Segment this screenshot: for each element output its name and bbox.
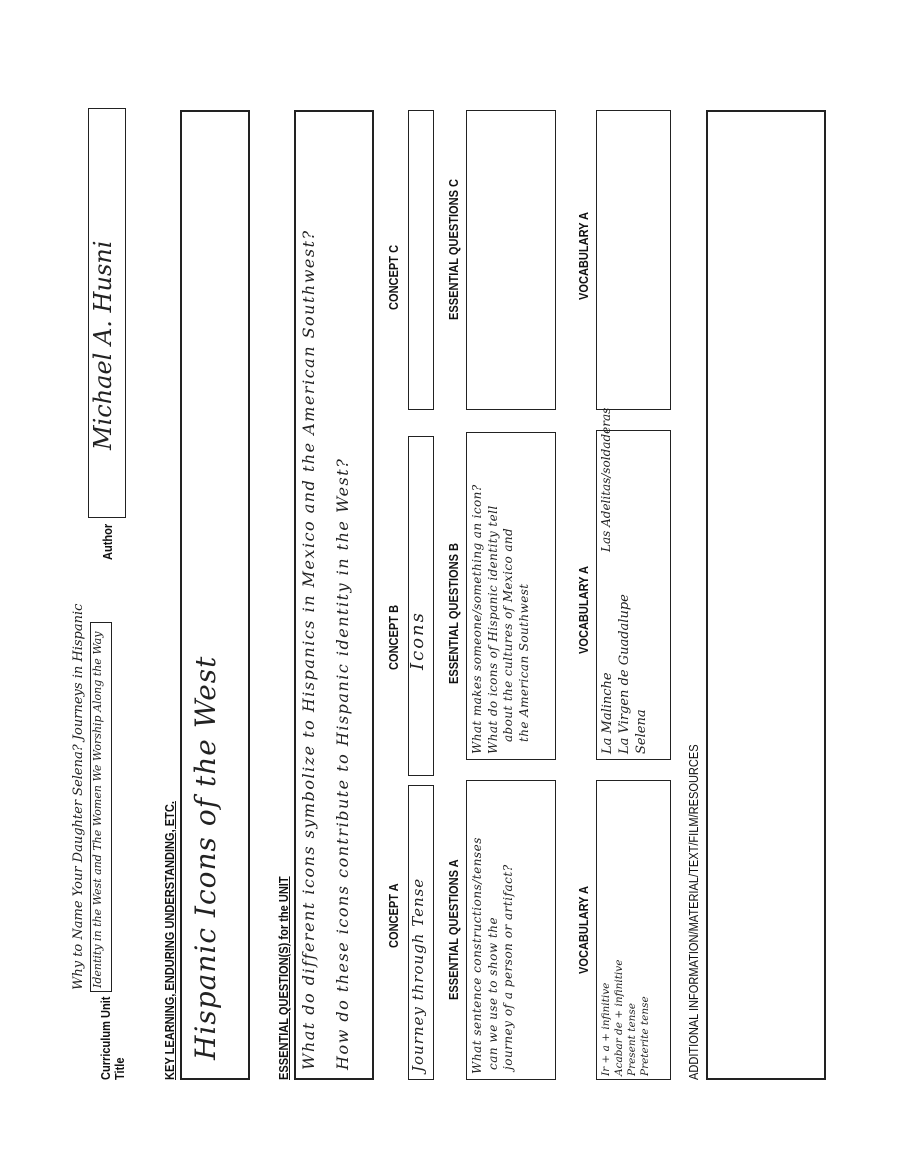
eq-a-line: can we use to show the <box>485 916 500 1070</box>
vocab-a-text <box>600 960 653 1076</box>
vocab-b-extra: Las Adelitas/soldaderas <box>599 407 613 552</box>
concept-b-box <box>408 436 434 776</box>
vocab-a-line: Acabar de + infinitive <box>613 959 626 1076</box>
vocab-b-line: Selena <box>633 709 649 754</box>
eq-a-line: What sentence constructions/tenses <box>470 837 484 1074</box>
vocab-a-line: Present tense <box>626 1002 639 1076</box>
essential-question-2: How do these icons contribute to Hispanic identity in the West? <box>333 457 352 1070</box>
key-learning-text: Hispanic Icons of the West <box>189 655 222 1060</box>
title-label: Title <box>112 1057 127 1080</box>
author-label: Author <box>100 523 115 560</box>
vocab-a2-label: VOCABULARY A <box>576 565 591 654</box>
essential-question-1: What do different icons symbolize to Hispanics in Mexico and the American Southwest? <box>299 229 318 1070</box>
concept-c-label: CONCEPT C <box>386 244 401 310</box>
eq-a-text <box>470 837 517 1074</box>
unit-title-line-1: Why to Name Your Daughter Selena? Journeys in Hispanic <box>71 603 86 990</box>
additional-info-box <box>706 110 826 1080</box>
vocab-a1-label: VOCABULARY A <box>576 885 591 974</box>
concept-a-label: CONCEPT A <box>386 883 401 948</box>
vocab-a3-box <box>596 110 671 410</box>
concept-a-text: Journey through Tense <box>409 877 427 1072</box>
concept-b-label: CONCEPT B <box>386 604 401 670</box>
unit-title-line-2: Identity in the West and The Women We Worship Along the Way <box>91 631 104 988</box>
concept-c-box <box>408 110 434 410</box>
vocab-a3-label: VOCABULARY A <box>576 211 591 300</box>
concept-b-text: Icons <box>407 611 428 670</box>
curriculum-unit-label: Curriculum Unit <box>98 996 113 1080</box>
author-name: Michael A. Husni <box>89 240 117 450</box>
vocab-a-line: Ir + a + infinitive <box>600 982 612 1076</box>
vocab-b-line: La Virgen de Guadalupe <box>616 594 632 754</box>
eq-b-line: What do icons of Hispanic identity tell <box>485 505 500 754</box>
eq-a-line: journey of a person or artifact? <box>501 864 516 1070</box>
additional-info-label: ADDITIONAL INFORMATION/MATERIAL/TEXT/FILM/RESOURCES <box>686 744 701 1080</box>
eq-b-line: about the cultures of Mexico and <box>501 527 516 742</box>
eq-b-line: What makes someone/something an icon? <box>470 484 484 754</box>
eq-b-text <box>470 484 532 754</box>
key-learning-label: KEY LEARNING, ENDURING UNDERSTANDING, ETC. <box>162 801 177 1080</box>
eq-c-box <box>466 110 556 410</box>
title-box <box>90 622 112 992</box>
vocab-a-line: Preterite tense <box>639 996 652 1076</box>
vocab-b-text <box>600 594 651 754</box>
eq-b-label: ESSENTIAL QUESTIONS B <box>446 542 461 684</box>
eq-c-label: ESSENTIAL QUESTIONS C <box>446 178 461 320</box>
vocab-b-line: La Malinche <box>600 672 615 754</box>
curriculum-form <box>71 100 850 1100</box>
eq-b-line: the American Southwest <box>516 583 531 742</box>
eq-a-label: ESSENTIAL QUESTIONS A <box>446 859 461 1000</box>
essential-questions-label: ESSENTIAL QUESTION(S) for the UNIT <box>276 876 291 1080</box>
